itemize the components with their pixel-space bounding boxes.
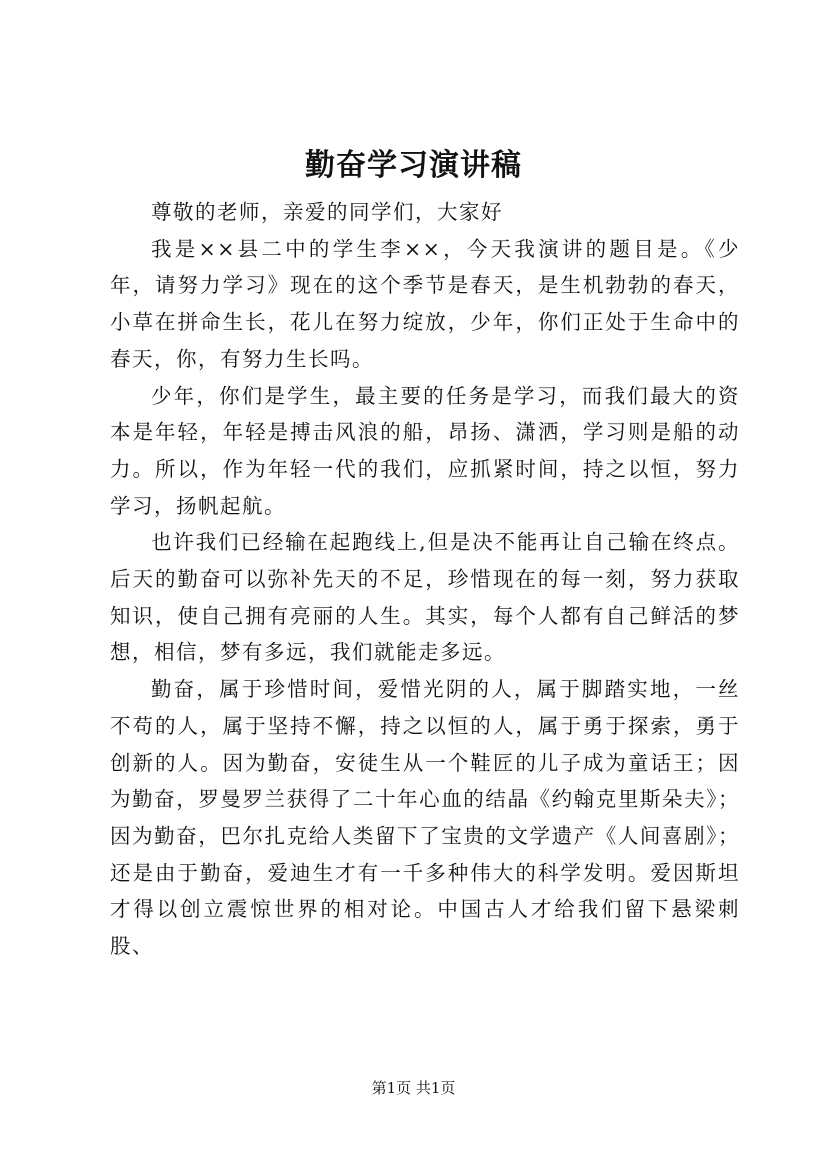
paragraph-diligence-compensates: 也许我们已经输在起跑线上,但是决不能再让自己输在终点。后天的勤奋可以弥补先天的不足，珍惜现在的每一刻，努力获取知识，使自己拥有亮丽的人生。其实，每个人都有自己鲜活的梦想，相信，梦有多远，我们就能走多远。 xyxy=(110,530,740,665)
paragraph-youth-study: 少年，你们是学生，最主要的任务是学习，而我们最大的资本是年轻，年轻是搏击风浪的船，昂扬、潇洒，学习则是船的动力。所以，作为年轻一代的我们，应抓紧时间，持之以恒，努力学习，扬帆起航。 xyxy=(110,383,740,518)
paragraph-introduction: 我是××县二中的学生李××，今天我演讲的题目是。《少年，请努力学习》现在的这个季节是春天，是生机勃勃的春天，小草在拼命生长，花儿在努力绽放，少年，你们正处于生命中的春天，你，有努力生长吗。 xyxy=(110,236,740,371)
document-title: 勤奋学习演讲稿 xyxy=(305,148,522,183)
page-footer: 第1页 共1页 xyxy=(371,1079,456,1097)
document-body xyxy=(110,194,740,965)
paragraph-greeting: 尊敬的老师，亲爱的同学们，大家好 xyxy=(151,200,503,224)
paragraph-diligence-examples: 勤奋，属于珍惜时间，爱惜光阴的人，属于脚踏实地，一丝不苟的人，属于坚持不懈，持之以恒的人，属于勇于探索，勇于创新的人。因为勤奋，安徒生从一个鞋匠的儿子成为童话王；因为勤奋，罗曼罗兰获得了二十年心血的结晶《约翰克里斯朵夫》；因为勤奋，巴尔扎克给人类留下了宝贵的文学遗产《人间喜剧》；还是由于勤奋，爱迪生才有一千多种伟大的科学发明。爱因斯坦才得以创立震惊世界的相对论。中国古人才给我们留下悬梁刺股、 xyxy=(110,677,740,959)
